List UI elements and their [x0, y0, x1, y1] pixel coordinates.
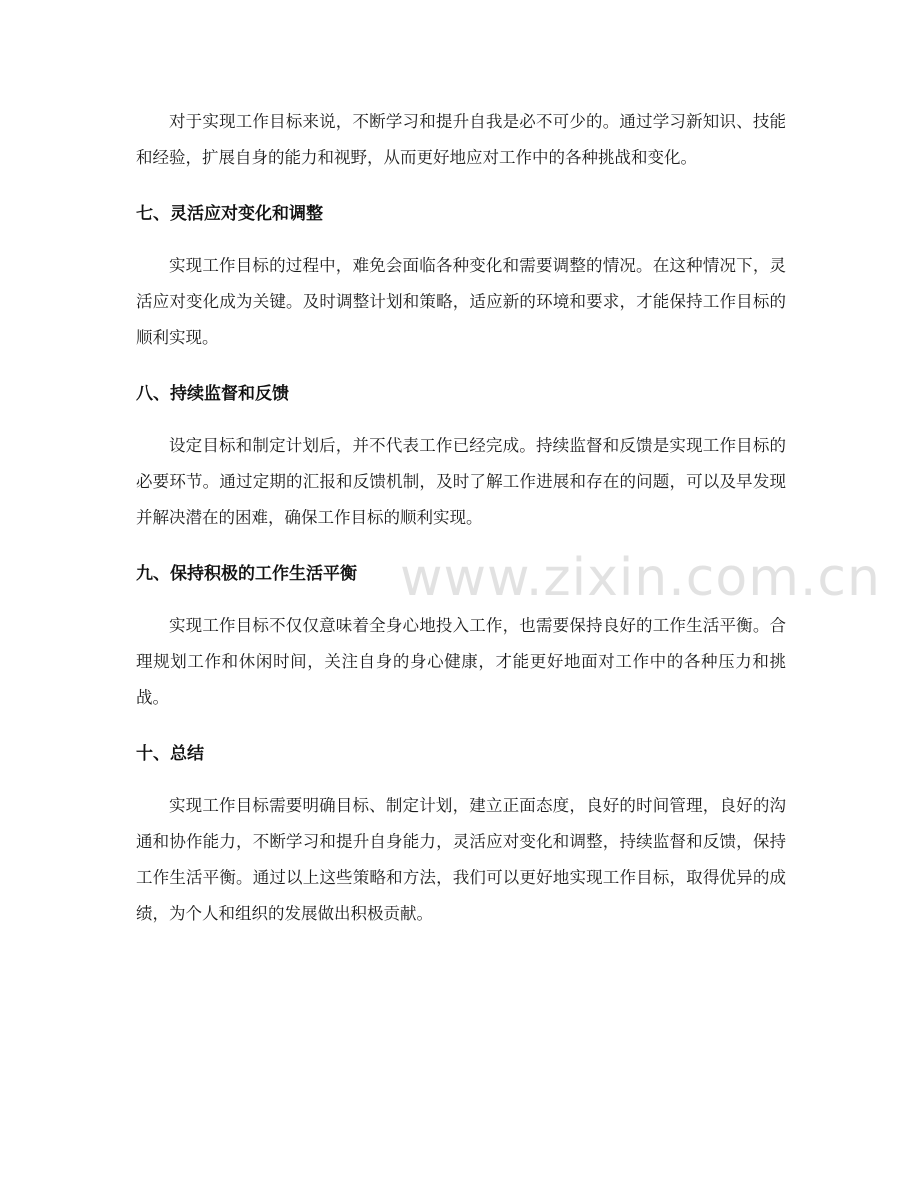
heading-section-10: 十、总结 — [136, 744, 204, 764]
paragraph-section-8: 设定目标和制定计划后，并不代表工作已经完成。持续监督和反馈是实现工作目标的必要环节。通过定期的汇报和反馈机制，及时了解工作进展和存在的问题，可以及早发现并解决潜在的困难，确保工作目标的顺利实现。 — [136, 436, 786, 527]
heading-section-9: 九、保持积极的工作生活平衡 — [136, 564, 357, 584]
paragraph-section-7: 实现工作目标的过程中，难免会面临各种变化和需要调整的情况。在这种情况下，灵活应对变化成为关键。及时调整计划和策略，适应新的环境和要求，才能保持工作目标的顺利实现。 — [136, 256, 786, 347]
heading-section-8: 八、持续监督和反馈 — [136, 384, 289, 404]
paragraph-section-9: 实现工作目标不仅仅意味着全身心地投入工作，也需要保持良好的工作生活平衡。合理规划工作和休闲时间，关注自身的身心健康，才能更好地面对工作中的各种压力和挑战。 — [136, 616, 786, 707]
paragraph-learning: 对于实现工作目标来说，不断学习和提升自我是必不可少的。通过学习新知识、技能和经验，扩展自身的能力和视野，从而更好地应对工作中的各种挑战和变化。 — [136, 112, 786, 167]
heading-section-7: 七、灵活应对变化和调整 — [136, 204, 323, 224]
paragraph-section-10: 实现工作目标需要明确目标、制定计划，建立正面态度，良好的时间管理，良好的沟通和协作能力，不断学习和提升自身能力，灵活应对变化和调整，持续监督和反馈，保持工作生活平衡。通过以上这些策略和方法，我们可以更好地实现工作目标，取得优异的成绩，为个人和组织的发展做出积极贡献。 — [136, 796, 786, 923]
document-body — [136, 104, 786, 932]
watermark-text: www.zixin.com.cn — [400, 548, 881, 608]
